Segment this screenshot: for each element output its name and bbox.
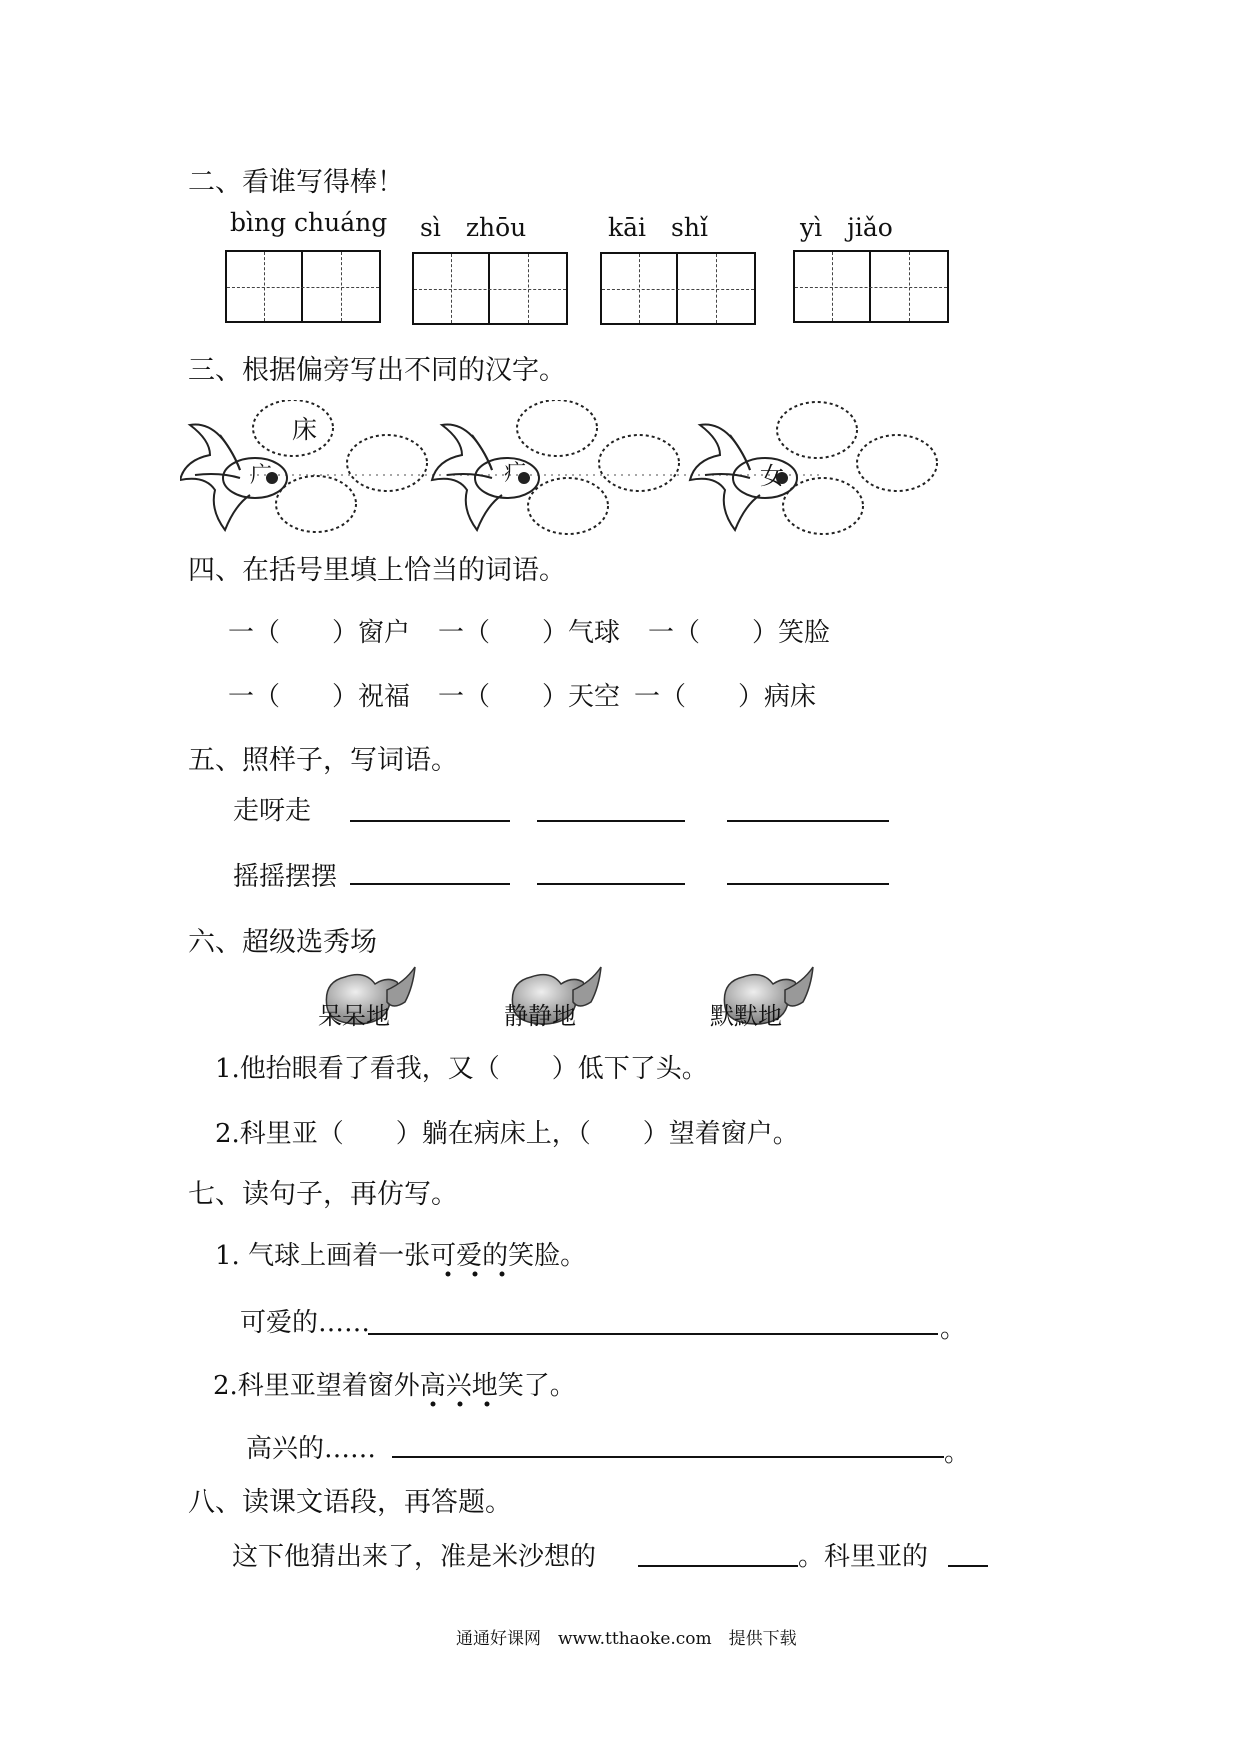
fill-blank-item: 一（ ）天空 xyxy=(438,682,621,712)
answer-line[interactable] xyxy=(948,1565,988,1567)
answer-line[interactable] xyxy=(368,1333,938,1335)
radical-2: 疒 xyxy=(504,461,527,486)
section-2-title: 二、看谁写得棒！ xyxy=(188,167,404,198)
answer-line[interactable] xyxy=(727,883,889,885)
section-5-title: 五、照样子，写词语。 xyxy=(188,745,458,776)
emphasis-dots xyxy=(425,1398,505,1410)
pinyin-1: bìng chuáng xyxy=(230,208,388,237)
answer-bubble xyxy=(347,435,427,491)
gourd-word-3: 默默地 xyxy=(710,1002,782,1030)
pinyin-4: yì jiǎo xyxy=(800,213,893,242)
section-6-title: 六、超级选秀场 xyxy=(188,927,377,958)
section-3-title: 三、根据偏旁写出不同的汉字。 xyxy=(188,355,566,386)
example-word-1: 走呀走 xyxy=(233,796,312,826)
answer-line[interactable] xyxy=(537,820,685,822)
gourd-word-2: 静静地 xyxy=(504,1002,576,1030)
answer-bubble xyxy=(276,476,356,532)
pinyin-2: sì zhōu xyxy=(420,213,527,242)
fill-blank-item: 一（ ）笑脸 xyxy=(648,618,831,648)
answer-bubble xyxy=(857,435,937,491)
tianzige-box-1[interactable] xyxy=(225,250,381,323)
answer-line[interactable] xyxy=(727,820,889,822)
section-4-title: 四、在括号里填上恰当的词语。 xyxy=(188,555,566,586)
passage-text-a: 这下他猜出来了，准是米沙想的 xyxy=(232,1542,597,1572)
example-word-2: 摇摇摆摆 xyxy=(233,862,338,892)
tianzige-box-4[interactable] xyxy=(793,250,949,323)
sentence-7-1: 1. 气球上画着一张可爱的笑脸。 xyxy=(215,1241,587,1271)
tianzige-box-2[interactable] xyxy=(412,252,568,325)
prompt-7-1: 可爱的…… xyxy=(240,1308,371,1338)
answer-bubble xyxy=(777,402,857,458)
fill-blank-item: 一（ ）窗户 xyxy=(228,618,411,648)
radical-3: 女 xyxy=(760,462,784,490)
answer-line[interactable] xyxy=(392,1456,944,1458)
answer-line[interactable] xyxy=(350,883,510,885)
emphasis-dots xyxy=(440,1268,520,1280)
period-mark: 。 xyxy=(940,1314,967,1344)
sentence-7-2: 2.科里亚望着窗外高兴地笑了。 xyxy=(213,1371,576,1401)
period-mark: 。 xyxy=(944,1438,971,1468)
pinyin-3: kāi shǐ xyxy=(608,213,708,242)
question-6-2: 2.科里亚（ ）躺在病床上，（ ）望着窗户。 xyxy=(215,1119,799,1149)
fill-blank-item: 一（ ）祝福 xyxy=(228,682,411,712)
answer-bubble xyxy=(599,435,679,491)
page-footer: 通通好课网 www.tthaoke.com 提供下载 xyxy=(456,1629,797,1649)
answer-bubble xyxy=(528,478,608,534)
answer-bubble xyxy=(517,400,597,456)
answer-line[interactable] xyxy=(638,1565,798,1567)
radical-1: 广 xyxy=(250,463,273,488)
passage-text-b: 。科里亚的 xyxy=(798,1542,929,1572)
section-7-title: 七、读句子，再仿写。 xyxy=(188,1179,458,1210)
fill-blank-item: 一（ ）病床 xyxy=(634,682,817,712)
section-8-title: 八、读课文语段，再答题。 xyxy=(188,1487,512,1518)
prompt-7-2: 高兴的…… xyxy=(246,1434,377,1464)
question-6-1: 1.他抬眼看了看我，又（ ）低下了头。 xyxy=(215,1054,708,1084)
fill-blank-item: 一（ ）气球 xyxy=(438,618,621,648)
tianzige-box-3[interactable] xyxy=(600,252,756,325)
example-character: 床 xyxy=(292,415,318,444)
gourd-word-1: 呆呆地 xyxy=(318,1002,390,1030)
answer-line[interactable] xyxy=(350,820,510,822)
answer-line[interactable] xyxy=(537,883,685,885)
